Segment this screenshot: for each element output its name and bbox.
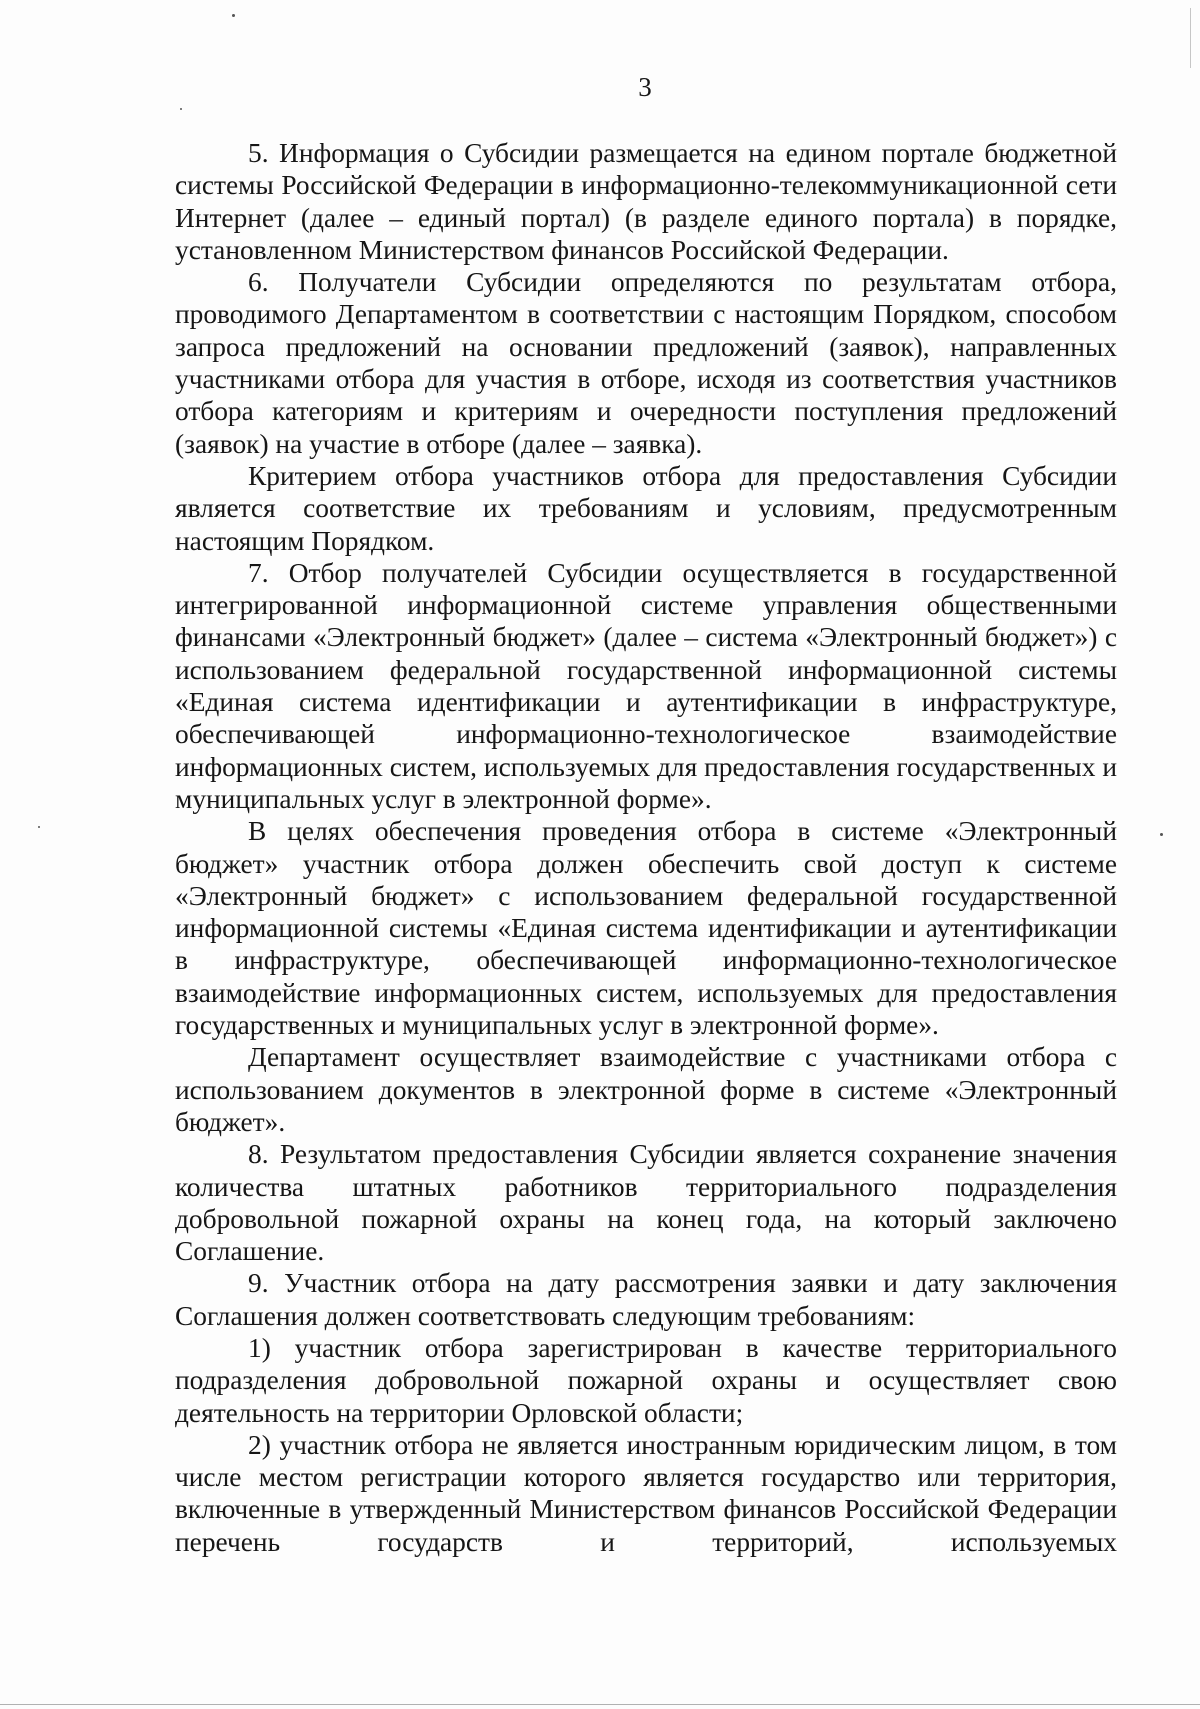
scan-edge-line: [1190, 8, 1191, 68]
document-body: [175, 137, 1117, 1558]
paragraph-5-subsidy-info: 5. Информация о Субсидии размещается на едином портале бюджетной системы Российской Федерации в информационно-телекоммуникационной сети Интернет (далее – единый портал) (в разделе единого портала) в порядке, установленном Министерством финансов Российской Федерации.: [175, 138, 1117, 265]
paragraph-department-interaction: Департамент осуществляет взаимодействие с участниками отбора с использованием документов в электронной форме в системе «Электронный бюджет».: [175, 1042, 1117, 1137]
paragraph-9-requirements: 9. Участник отбора на дату рассмотрения заявки и дату заключения Соглашения должен соответствовать следующим требованиям:: [175, 1268, 1117, 1331]
paragraph-8-result: 8. Результатом предоставления Субсидии является сохранение значения количества штатных работников территориального подразделения добровольной пожарной охраны на конец года, на который заключено Соглашение.: [175, 1139, 1117, 1267]
scan-speck: [232, 14, 235, 17]
paragraph-7-selection-system: 7. Отбор получателей Субсидии осуществляется в государственной интегрированной информационной системе управления общественными финансами «Электронный бюджет» (далее – система «Электронный бюджет») с использованием федеральной государственной информационной системы «Единая система идентификации и аутентификации в инфраструктуре, обеспечивающей информационно-технологическое взаимодействие информационных систем, используемых для предоставления государственных и муниципальных услуг в электронной форме».: [175, 557, 1117, 814]
scan-speck: [180, 108, 182, 110]
paragraph-system-access: В целях обеспечения проведения отбора в системе «Электронный бюджет» участник отбора должен обеспечить свой доступ к системе «Электронный бюджет» с использованием федеральной государственной информационной системы «Единая система идентификации и аутентификации в инфраструктуре, обеспечивающей информационно-технологическое взаимодействие информационных систем, используемых для предоставления государственных и муниципальных услуг в электронной форме».: [175, 816, 1117, 1041]
list-item-requirement-2: 2) участник отбора не является иностранным юридическим лицом, в том числе местом регистрации которого является государство или территория, включенные в утвержденный Министерством финансов Российской Федерации перечень государств и территорий, используемых: [175, 1429, 1117, 1557]
list-item-requirement-1: 1) участник отбора зарегистрирован в качестве территориального подразделения добровольной пожарной охраны и осуществляет свою деятельность на территории Орловской области;: [175, 1332, 1117, 1428]
scan-speck: [1160, 833, 1163, 836]
scan-edge-line: [0, 1704, 1200, 1705]
page-number: 3: [638, 72, 652, 102]
scan-speck: [38, 826, 40, 828]
paragraph-selection-criterion: Критерием отбора участников отбора для предоставления Субсидии является соответствие их требованиям и условиям, предусмотренным настоящим Порядком.: [175, 460, 1117, 556]
paragraph-6-recipients: 6. Получатели Субсидии определяются по результатам отбора, проводимого Департаментом в соответствии с настоящим Порядком, способом запроса предложений на основании предложений (заявок), направленных участниками отбора для участия в отборе, исходя из соответствия участников отбора категориям и критериям и очередности поступления предложений (заявок) на участие в отборе (далее – заявка).: [175, 267, 1117, 459]
